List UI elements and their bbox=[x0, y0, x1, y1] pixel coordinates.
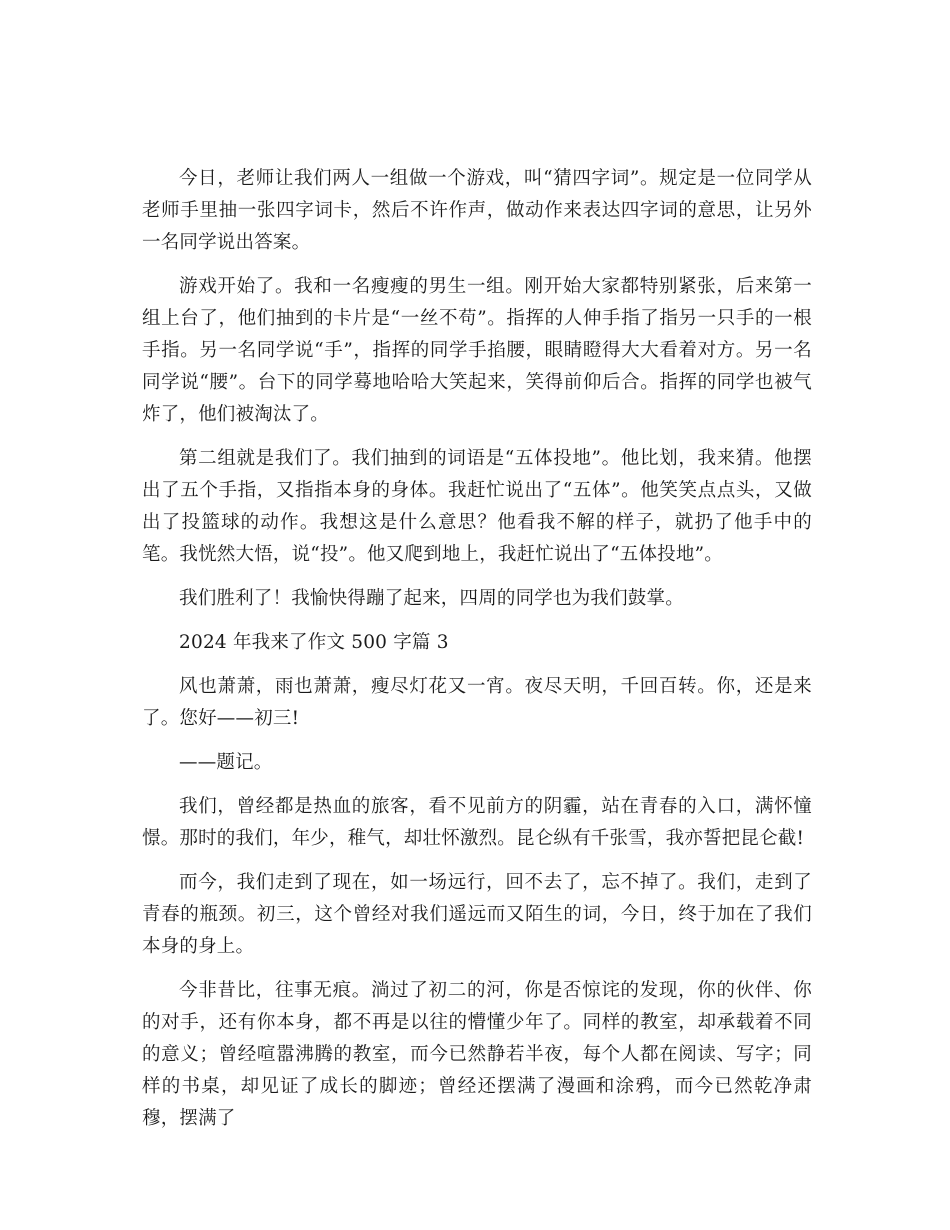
paragraph-victory: 我们胜利了！我愉快得蹦了起来，四周的同学也为我们鼓掌。 bbox=[179, 588, 684, 609]
paragraph-second-group: 第二组就是我们了。我们抽到的词语是“五体投地”。他比划，我来猜。他摆出了五个手指，又指指本身的身体。我赶忙说出了“五体”。他笑笑点点头，又做出了投篮球的动作。我想这是什么意思？他看我不解的样子，就扔了他手中的笔。我恍然大悟，说“投”。他又爬到地上，我赶忙说出了“五体投地”。 bbox=[142, 448, 812, 565]
essay-body bbox=[142, 163, 812, 1147]
paragraph-epigraph: 风也萧萧，雨也萧萧，瘦尽灯花又一宵。夜尽天明，千回百转。你，还是来了。您好——初三! bbox=[142, 676, 812, 729]
paragraph-bottleneck: 而今，我们走到了现在，如一场远行，回不去了，忘不掉了。我们，走到了青春的瓶颈。初三，这个曾经对我们遥远而又陌生的词，今日，终于加在了我们本身的身上。 bbox=[142, 872, 812, 957]
essay-heading: 2024 年我来了作文 500 字篇 3 bbox=[179, 632, 449, 653]
paragraph-epigraph-credit: ——题记。 bbox=[179, 752, 273, 773]
paragraph-game-intro: 今日，老师让我们两人一组做一个游戏，叫“猜四字词”。规定是一位同学从老师手里抽一张四字词卡，然后不许作声，做动作来表达四字词的意思，让另外一名同学说出答案。 bbox=[142, 168, 812, 253]
paragraph-changes: 今非昔比，往事无痕。淌过了初二的河，你是否惊诧的发现，你的伙伴、你的对手，还有你本身，都不再是以往的懵懂少年了。同样的教室，却承载着不同的意义；曾经喧嚣沸腾的教室，而今已然静若半夜，每个人都在阅读、写字；同样的书桌，却见证了成长的脚迹；曾经还摆满了漫画和涂鸦，而今已然乾净肃穆，摆满了 bbox=[142, 980, 812, 1129]
paragraph-travelers: 我们，曾经都是热血的旅客，看不见前方的阴霾，站在青春的入口，满怀憧憬。那时的我们，年少，稚气，却壮怀激烈。昆仑纵有千张雪，我亦誓把昆仑截! bbox=[142, 796, 812, 849]
paragraph-game-start: 游戏开始了。我和一名瘦瘦的男生一组。刚开始大家都特别紧张，后来第一组上台了，他们抽到的卡片是“一丝不苟”。指挥的人伸手指了指另一只手的一根手指。另一名同学说“手”，指挥的同学手掐腰，眼睛瞪得大大看着对方。另一名同学说“腰”。台下的同学蓦地哈哈大笑起来，笑得前仰后合。指挥的同学也被气炸了，他们被淘汰了。 bbox=[142, 276, 812, 425]
